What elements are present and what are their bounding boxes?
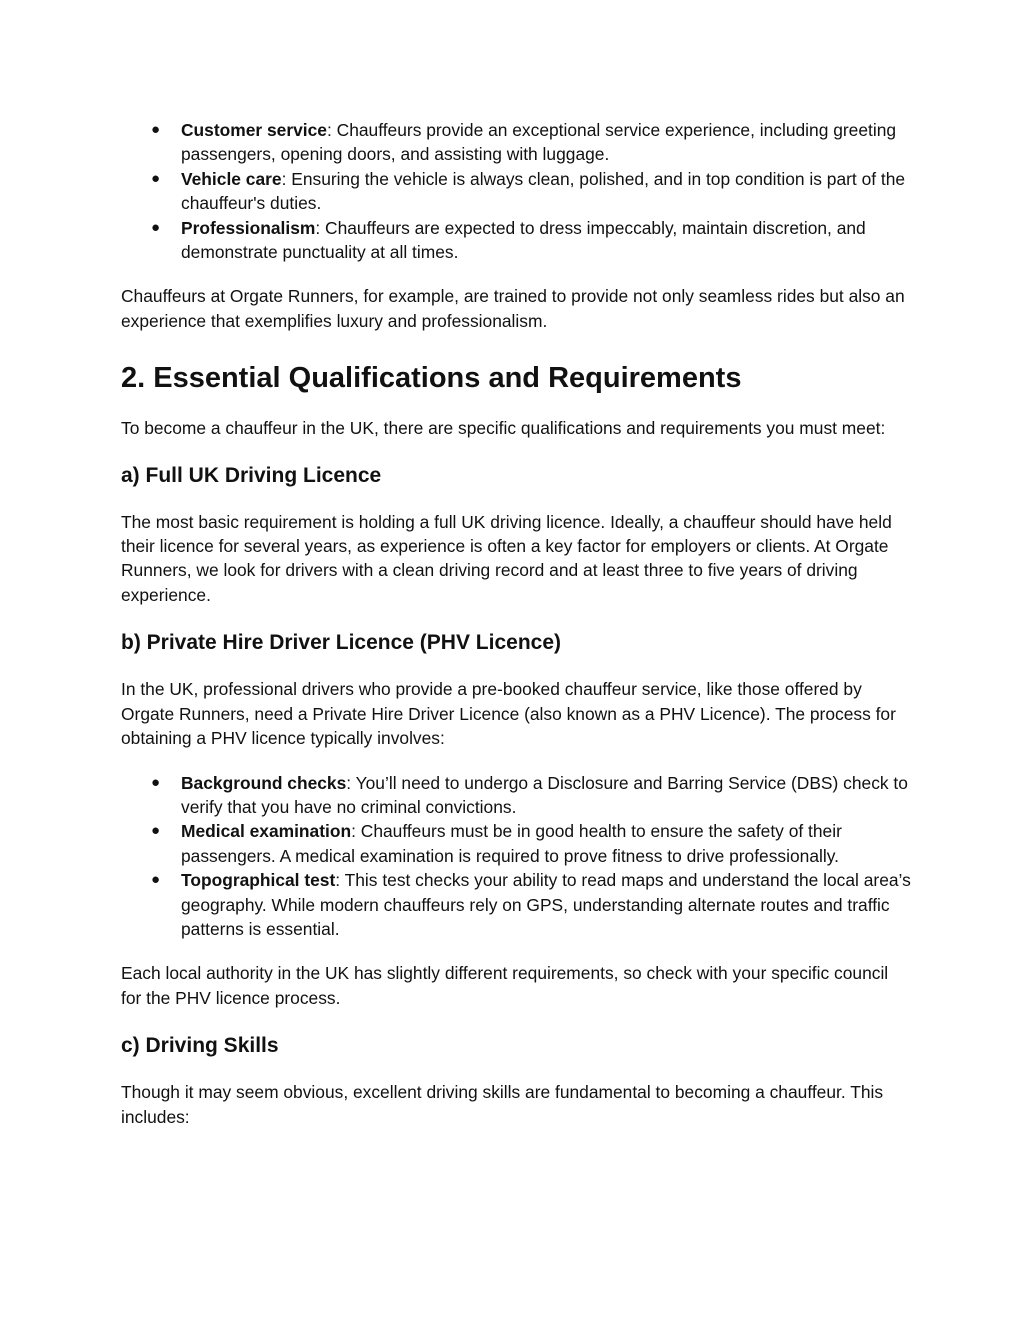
bullet-term: Topographical test bbox=[181, 870, 336, 891]
bullet-term: Professionalism bbox=[181, 217, 316, 238]
list-item bbox=[121, 771, 912, 820]
paragraph-phv-closing: Each local authority in the UK has slightly different requirements, so check with your specific council for the PHV licence process. bbox=[121, 963, 889, 1008]
list-item bbox=[121, 868, 912, 941]
list-item bbox=[121, 216, 912, 265]
bullet-icon: ● bbox=[151, 773, 161, 791]
bullet-text: : Chauffeurs must be in good health to ensure the safety of their passengers. A medical examination is required to prove fitness to drive professionally. bbox=[181, 821, 842, 866]
list-item bbox=[121, 819, 912, 868]
subheading-driving-licence: a) Full UK Driving Licence bbox=[121, 463, 382, 487]
bullet-icon: ● bbox=[151, 218, 161, 236]
bullet-text: : This test checks your ability to read maps and understand the local area’s geography. While modern chauffeurs rely on GPS, understanding alternate routes and traffic patterns is essential. bbox=[181, 870, 911, 939]
subheading-driving-skills: c) Driving Skills bbox=[121, 1034, 279, 1058]
bullet-term: Vehicle care bbox=[181, 168, 282, 189]
paragraph-driving-skills: Though it may seem obvious, excellent driving skills are fundamental to becoming a chauffeur. This includes: bbox=[121, 1082, 884, 1127]
paragraph-phv-licence: In the UK, professional drivers who provide a pre-booked chauffeur service, like those offered by Orgate Runners, need a Private Hire Driver Licence (also known as a PHV Licence). The process for obtaining a PHV licence typically involves: bbox=[121, 679, 896, 749]
list-item bbox=[121, 167, 912, 216]
bullet-term: Customer service bbox=[181, 120, 327, 140]
bullet-icon: ● bbox=[151, 871, 161, 889]
bullet-text: : Chauffeurs provide an exceptional service experience, including greeting passengers, opening doors, and assisting with luggage. bbox=[181, 120, 897, 165]
list-item bbox=[121, 118, 912, 167]
bullet-icon: ● bbox=[151, 169, 161, 187]
intro-bullet-list bbox=[121, 118, 912, 264]
bullet-term: Background checks bbox=[181, 772, 347, 793]
bullet-icon: ● bbox=[151, 822, 161, 840]
bullet-term: Medical examination bbox=[181, 821, 352, 842]
bullet-text: : Ensuring the vehicle is always clean, polished, and in top condition is part of the chauffeur's duties. bbox=[181, 168, 906, 214]
intro-paragraph: Chauffeurs at Orgate Runners, for example, are trained to provide not only seamless rides but also an experience that exemplifies luxury and professionalism. bbox=[121, 286, 905, 331]
section-intro: To become a chauffeur in the UK, there are specific qualifications and requirements you must meet: bbox=[121, 418, 886, 439]
bullet-text: : Chauffeurs are expected to dress impeccably, maintain discretion, and demonstrate punctuality at all times. bbox=[181, 217, 866, 263]
paragraph-driving-licence: The most basic requirement is holding a full UK driving licence. Ideally, a chauffeur should have held their licence for several years, as experience is often a key factor for employers or clients. At Orgate Runners, we look for drivers with a clean driving record and at least three to five years of driving experience. bbox=[121, 511, 892, 605]
section-heading: 2. Essential Qualifications and Requirements bbox=[121, 362, 742, 395]
phv-requirements-list bbox=[121, 771, 912, 942]
bullet-text: : You’ll need to undergo a Disclosure and Barring Service (DBS) check to verify that you have no criminal convictions. bbox=[181, 772, 908, 817]
bullet-icon: ● bbox=[151, 121, 161, 138]
subheading-phv-licence: b) Private Hire Driver Licence (PHV Licence) bbox=[121, 631, 562, 655]
